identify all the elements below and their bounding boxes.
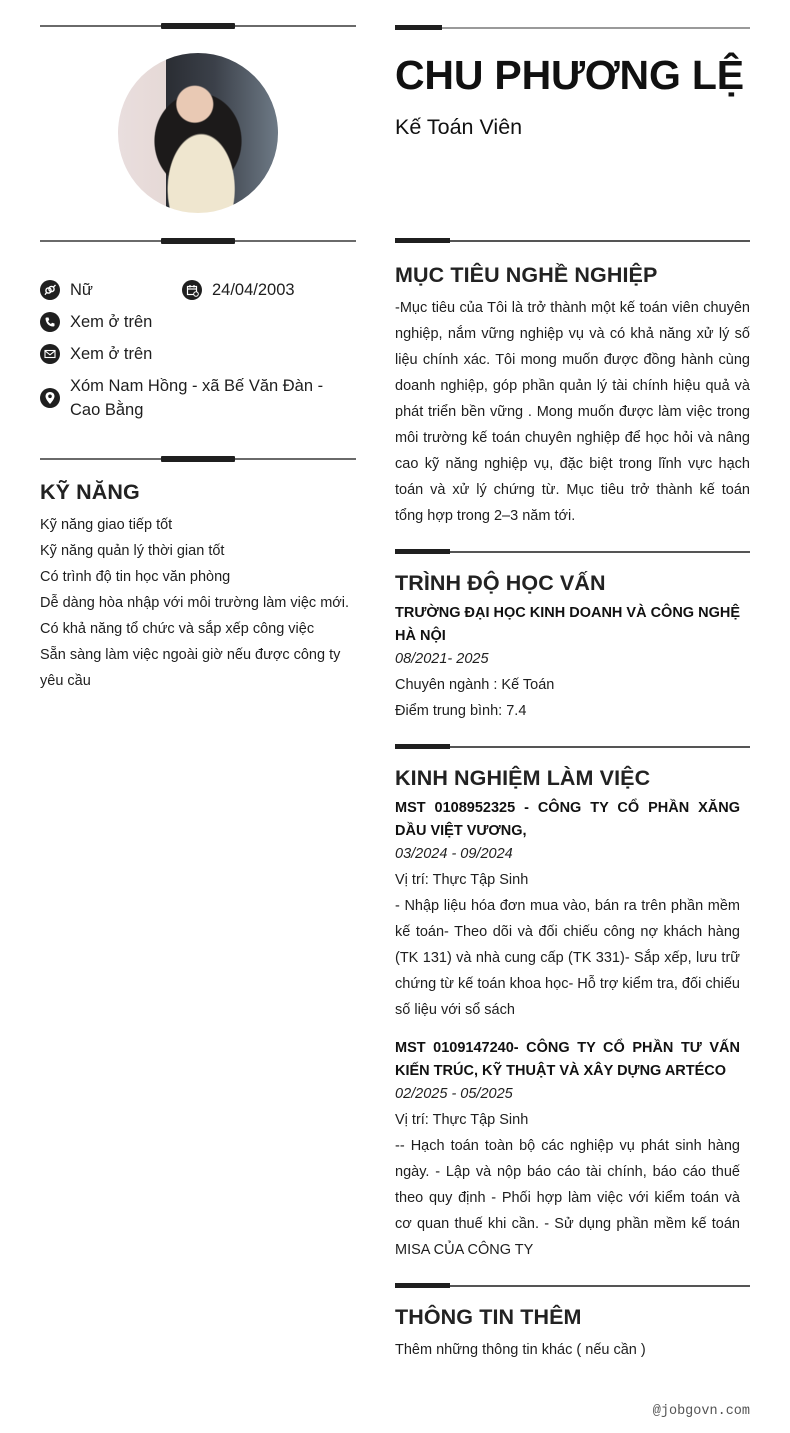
- skill-item: yêu cầu: [40, 673, 91, 689]
- objective-title: MỤC TIÊU NGHỀ NGHIỆP: [395, 263, 658, 287]
- education-period: 08/2021- 2025: [395, 651, 489, 667]
- divider: [40, 22, 356, 30]
- school-name: TRƯỜNG ĐẠI HỌC KINH DOANH VÀ CÔNG NGHỆ HÀ NỘI: [395, 605, 741, 644]
- candidate-name: CHU PHƯƠNG LỆ: [395, 52, 744, 98]
- divider: [395, 744, 750, 750]
- job-description: -- Hạch toán toàn bộ các nghiệp vụ phát sinh hàng ngày. - Lập và nộp báo cáo tài chính, báo cáo thuế theo quy định - Phối hợp làm việc với kiểm toán và cơ quan thuế khi cần. - Sử dụng phần mềm kế toán MISA CỦA CÔNG TY: [395, 1138, 740, 1258]
- birthday-value: 24/04/2003: [212, 281, 295, 299]
- skill-item: Kỹ năng quản lý thời gian tốt: [40, 543, 225, 559]
- phone-icon: [40, 312, 60, 332]
- skills-title: KỸ NĂNG: [40, 480, 140, 504]
- email-value: Xem ở trên: [70, 345, 153, 363]
- divider: [395, 549, 750, 555]
- job-position: Vị trí: Thực Tập Sinh: [395, 1112, 529, 1128]
- location-pin-icon: [40, 388, 60, 408]
- address-line-1: Xóm Nam Hồng - xã Bế Văn Đàn -: [70, 377, 324, 395]
- objective-text: -Mục tiêu của Tôi là trở thành một kế toán viên chuyên nghiệp, nắm vững nghiệp vụ và có khả năng xử lý số liệu chính xác. Tôi mong muốn được đồng hành cùng doanh nghiệp, góp phần quản lý tài chính hiệu quả và phát triển bền vững . Mong muốn được làm việc trong môi trường kế toán chuyên nghiệp để học hỏi và nâng cao kỹ năng nghiệp vụ, đặc biệt trong lĩnh vực hạch toán và xử lý chứng từ. Mục tiêu trở thành kế toán tổng hợp trong 2–3 năm tới.: [395, 300, 750, 524]
- skill-item: Kỹ năng giao tiếp tốt: [40, 517, 173, 533]
- phone-row: [40, 310, 340, 334]
- additional-title: THÔNG TIN THÊM: [395, 1305, 582, 1329]
- job-company: MST 0108952325 - CÔNG TY CỔ PHẦN XĂNG DẦU VIỆT VƯƠNG,: [395, 800, 740, 839]
- job-title: Kế Toán Viên: [395, 115, 523, 139]
- job-company: MST 0109147240- CÔNG TY CỔ PHẦN TƯ VẤN KIẾN TRÚC, KỸ THUẬT VÀ XÂY DỰNG ARTÉCO: [395, 1040, 740, 1079]
- additional-text: Thêm những thông tin khác ( nếu cần ): [395, 1342, 646, 1358]
- gender-value: Nữ: [70, 281, 93, 299]
- job-description: - Nhập liệu hóa đơn mua vào, bán ra trên phần mềm kế toán- Theo dõi và đối chiếu công nợ khách hàng (TK 131) và nhà cung cấp (TK 331)- Sắp xếp, lưu trữ chứng từ kế toán khoa học- Hỗ trợ kiểm tra, đối chiếu số liệu với sổ sách: [395, 898, 740, 1018]
- gender-icon: [40, 280, 60, 300]
- job-period: 03/2024 - 09/2024: [395, 846, 513, 862]
- skill-item: Sẵn sàng làm việc ngoài giờ nếu được công ty: [40, 647, 341, 663]
- skill-item: Có trình độ tin học văn phòng: [40, 569, 231, 585]
- skill-item: Dễ dàng hòa nhập với môi trường làm việc mới.: [40, 595, 350, 611]
- job-period: 02/2025 - 05/2025: [395, 1086, 513, 1102]
- email-icon: [40, 344, 60, 364]
- avatar: [118, 53, 278, 213]
- divider: [395, 25, 750, 31]
- education-major: Chuyên ngành : Kế Toán: [395, 677, 555, 693]
- address-line-2: Cao Bằng: [70, 401, 144, 419]
- education-gpa: Điểm trung bình: 7.4: [395, 703, 527, 719]
- education-title: TRÌNH ĐỘ HỌC VẤN: [395, 571, 606, 595]
- birthday-row: [182, 278, 352, 302]
- divider: [395, 238, 750, 244]
- gender-row: [40, 278, 180, 302]
- divider: [40, 455, 356, 463]
- job-position: Vị trí: Thực Tập Sinh: [395, 872, 529, 888]
- divider: [40, 237, 356, 245]
- skill-item: Có khả năng tổ chức và sắp xếp công việc: [40, 621, 315, 637]
- calendar-icon: [182, 280, 202, 300]
- divider: [395, 1283, 750, 1289]
- phone-value: Xem ở trên: [70, 313, 153, 331]
- watermark: @jobgovn.com: [652, 1404, 750, 1419]
- email-row: [40, 342, 340, 366]
- experience-title: KINH NGHIỆM LÀM VIỆC: [395, 766, 651, 790]
- address-row: [40, 374, 350, 422]
